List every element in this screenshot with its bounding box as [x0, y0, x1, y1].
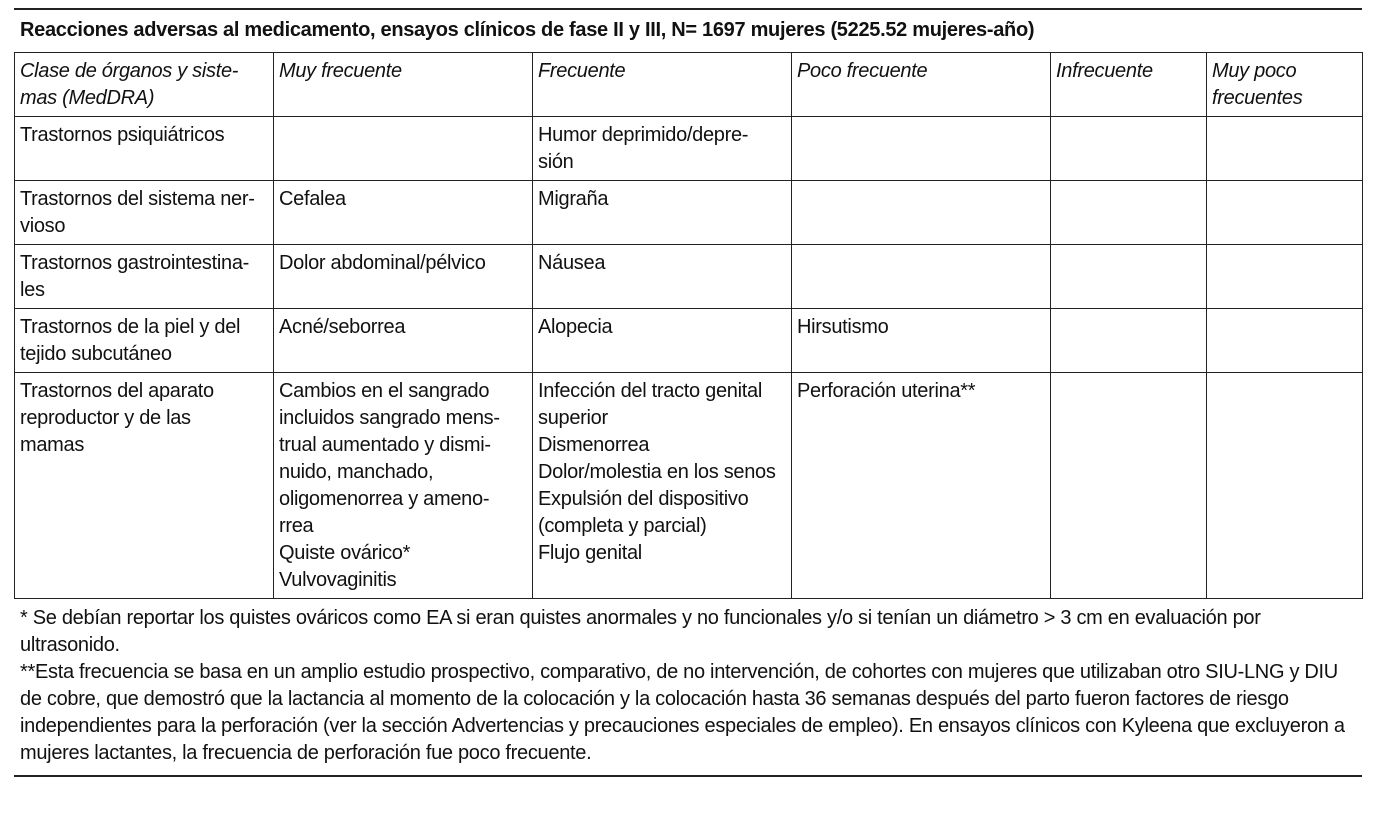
very-frequent-cell: Cambios en el sangrado incluidos sangrado mens- trual aumentado y dismi- nuido, manchado, oligomenorrea y ameno- rrea Quiste ovárico* Vulvovaginitis: [274, 373, 533, 599]
infrequent-cell: [1051, 245, 1207, 309]
table-title: Reacciones adversas al medicamento, ensayos clínicos de fase II y III, N= 1697 mujeres (5225.52 mujeres-año): [20, 19, 1035, 41]
header-infrequent: Infrecuente: [1051, 53, 1207, 117]
uncommon-cell: [792, 245, 1051, 309]
organ-class-cell: Trastornos psiquiátricos: [15, 117, 274, 181]
very-rare-cell: [1207, 181, 1363, 245]
footnote-perforation: **Esta frecuencia se basa en un amplio estudio prospectivo, comparativo, de no intervención, de cohortes con mujeres que utilizaban otro SIU-LNG y DIU de cobre, que demostró que la lactancia al momento de la colocación y la colocación hasta 36 semanas después del parto fueron factores de riesgo independientes para la perforación (ver la sección Advertencias y precauciones especiales de empleo). En ensayos clínicos con Kyleena que excluyeron a mujeres lactantes, la frecuencia de perforación fue poco frecuente.: [20, 661, 1345, 764]
table-row: [15, 117, 1363, 181]
organ-class-cell: Trastornos del sistema ner- vioso: [15, 181, 274, 245]
very-frequent-cell: [274, 117, 533, 181]
very-frequent-cell: Acné/seborrea: [274, 309, 533, 373]
frequent-cell: Alopecia: [533, 309, 792, 373]
table-row: [15, 309, 1363, 373]
uncommon-cell: [792, 117, 1051, 181]
footnote-ovarian-cysts: * Se debían reportar los quistes ováricos como EA si eran quistes anormales y no funcionales y/o si tenían un diámetro > 3 cm en evaluación por ultrasonido.: [20, 607, 1261, 656]
organ-class-cell: Trastornos del aparato reproductor y de las mamas: [15, 373, 274, 599]
header-very-frequent: Muy frecuente: [274, 53, 533, 117]
header-very-rare: Muy poco frecuentes: [1207, 53, 1363, 117]
frequent-cell: Náusea: [533, 245, 792, 309]
frequent-cell: Migraña: [533, 181, 792, 245]
header-organ-class: Clase de órganos y siste- mas (MedDRA): [15, 53, 274, 117]
uncommon-cell: Hirsutismo: [792, 309, 1051, 373]
table-header-row: [15, 53, 1363, 117]
very-frequent-cell: Cefalea: [274, 181, 533, 245]
infrequent-cell: [1051, 181, 1207, 245]
organ-class-cell: Trastornos de la piel y del tejido subcutáneo: [15, 309, 274, 373]
header-frequent: Frecuente: [533, 53, 792, 117]
very-rare-cell: [1207, 245, 1363, 309]
infrequent-cell: [1051, 117, 1207, 181]
uncommon-cell: [792, 181, 1051, 245]
table-row: [15, 181, 1363, 245]
very-rare-cell: [1207, 373, 1363, 599]
very-rare-cell: [1207, 309, 1363, 373]
very-rare-cell: [1207, 117, 1363, 181]
frequent-cell: Humor deprimido/depre- sión: [533, 117, 792, 181]
uncommon-cell: Perforación uterina**: [792, 373, 1051, 599]
bottom-rule: [14, 775, 1362, 777]
infrequent-cell: [1051, 309, 1207, 373]
frequent-cell: Infección del tracto genital superior Dismenorrea Dolor/molestia en los senos Expulsión del dispositivo (completa y parcial) Flujo genital: [533, 373, 792, 599]
infrequent-cell: [1051, 373, 1207, 599]
table-row: [15, 373, 1363, 599]
organ-class-cell: Trastornos gastrointestina- les: [15, 245, 274, 309]
table-row: [15, 245, 1363, 309]
adverse-reactions-table: [14, 52, 1363, 599]
header-uncommon: Poco frecuente: [792, 53, 1051, 117]
adverse-reactions-document: [14, 8, 1362, 777]
very-frequent-cell: Dolor abdominal/pélvico: [274, 245, 533, 309]
footnotes: [14, 599, 1362, 775]
